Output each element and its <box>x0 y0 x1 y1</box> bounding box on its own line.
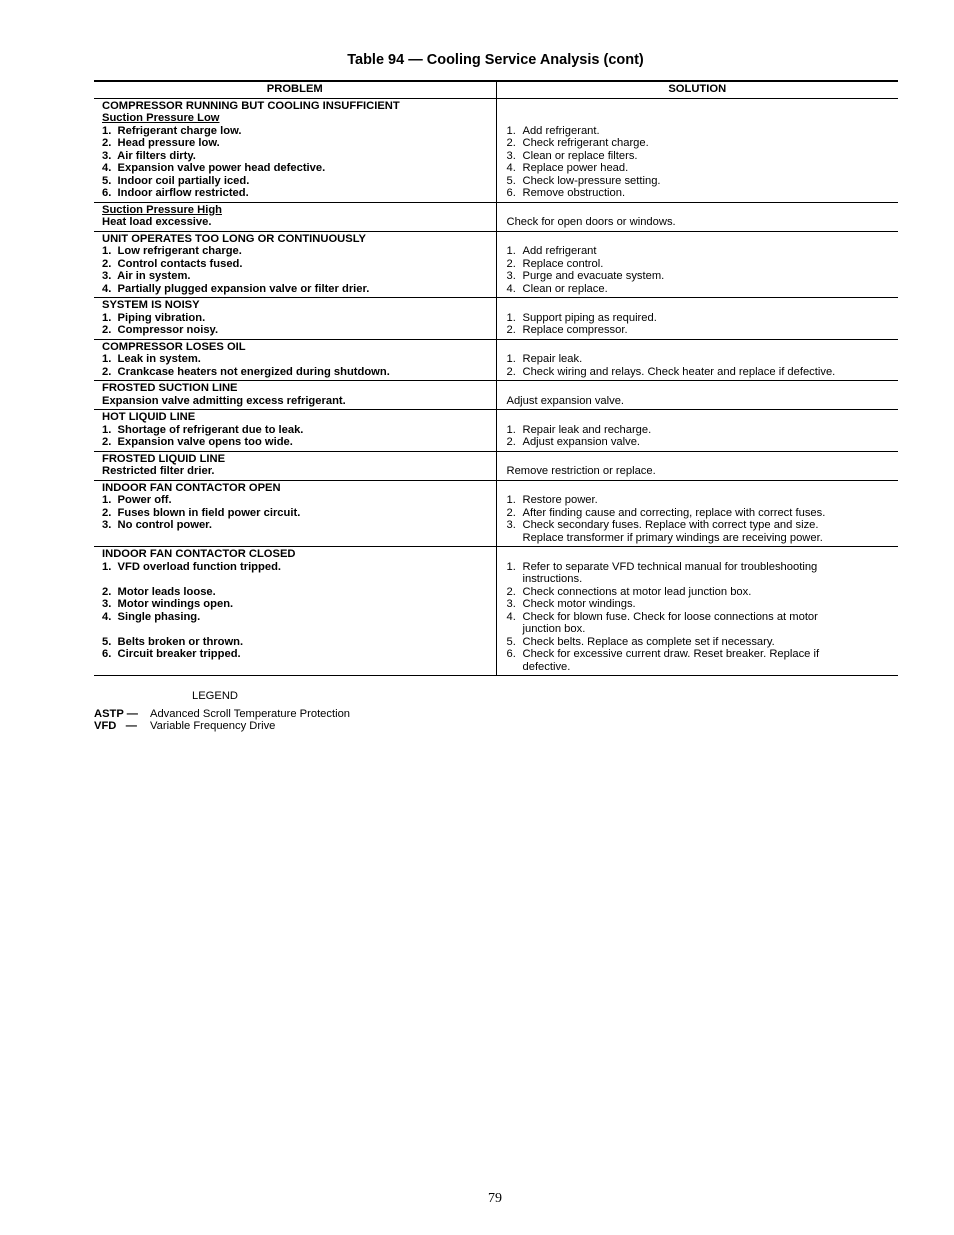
solution-text: Add refrigerant <box>522 245 597 257</box>
solution-spacer <box>507 382 891 395</box>
solution-item <box>507 270 891 283</box>
solution-item <box>507 395 891 408</box>
problem-cell <box>94 480 496 547</box>
table-row <box>94 231 898 298</box>
problem-heading: COMPRESSOR LOSES OIL <box>102 340 246 353</box>
solution-indent <box>507 532 523 545</box>
solution-item <box>507 586 891 599</box>
problem-item: 3. Air filters dirty. <box>102 149 196 162</box>
solution-number: 2. <box>506 585 516 598</box>
solution-number: 2. <box>506 436 516 448</box>
problem-item: 4. Single phasing. <box>102 610 201 623</box>
legend <box>94 690 350 733</box>
solution-text: Remove obstruction. <box>522 187 626 199</box>
problem-item: 3. Motor windings open. <box>102 598 234 610</box>
solution-indent <box>507 573 523 586</box>
solution-text: Check belts. Replace as complete set if necessary. <box>522 635 775 648</box>
problem-item: 3. Air in system. <box>102 270 191 282</box>
cooling-service-table <box>94 80 898 676</box>
solution-text: instructions. <box>522 573 583 585</box>
solution-text: Check motor windings. <box>522 598 636 610</box>
solution-item <box>507 623 891 636</box>
solution-item <box>507 125 891 138</box>
solution-number: 1. <box>506 560 516 573</box>
problem-item: 6. Indoor airflow restricted. <box>102 187 249 199</box>
table-row <box>94 98 898 202</box>
problem-cell <box>94 451 496 480</box>
solution-item <box>507 561 891 574</box>
solution-item <box>507 283 891 296</box>
problem-item: 2. Control contacts fused. <box>102 257 243 270</box>
solution-item <box>507 661 891 674</box>
problem-heading: INDOOR FAN CONTACTOR CLOSED <box>102 548 296 560</box>
solution-item <box>507 353 891 366</box>
solution-number: 1. <box>506 494 516 506</box>
solution-spacer <box>507 482 891 495</box>
problem-subheading: Suction Pressure Low <box>102 112 220 124</box>
solution-item <box>507 436 891 449</box>
table-row <box>94 451 898 480</box>
problem-item: Restricted filter drier. <box>102 465 215 477</box>
solution-text: Check low-pressure setting. <box>522 174 661 187</box>
problem-item: 5. Indoor coil partially iced. <box>102 174 250 187</box>
solution-number: 2. <box>506 506 516 519</box>
solution-item <box>507 573 891 586</box>
solution-number: 5. <box>506 174 516 187</box>
solution-cell <box>496 547 898 676</box>
problem-item: 6. Circuit breaker tripped. <box>102 648 241 660</box>
problem-cell <box>94 98 496 202</box>
solution-cell <box>496 298 898 340</box>
solution-spacer <box>507 204 891 217</box>
solution-text: Replace power head. <box>522 162 629 174</box>
table-row <box>94 410 898 452</box>
table-row <box>94 202 898 231</box>
problem-item: 1. Shortage of refrigerant due to leak. <box>102 423 304 436</box>
solution-number: 2. <box>506 137 516 149</box>
solution-text: Check wiring and relays. Check heater and replace if defective. <box>522 365 836 378</box>
solution-item <box>507 324 891 337</box>
problem-item: 1. Leak in system. <box>102 353 201 365</box>
table-row <box>94 480 898 547</box>
solution-item <box>507 366 891 379</box>
solution-text: Check connections at motor lead junction box. <box>522 585 752 598</box>
problem-item: Expansion valve admitting excess refrigerant. <box>102 394 346 407</box>
problem-column-header: PROBLEM <box>94 81 496 98</box>
solution-text: Check for open doors or windows. <box>506 216 676 228</box>
table-row <box>94 339 898 381</box>
solution-text: Add refrigerant. <box>522 124 600 137</box>
solution-cell <box>496 381 898 410</box>
solution-column-header: SOLUTION <box>496 81 898 98</box>
problem-heading: UNIT OPERATES TOO LONG OR CONTINUOUSLY <box>102 232 366 245</box>
solution-item <box>507 648 891 661</box>
solution-number: 1. <box>506 124 516 137</box>
solution-text: Restore power. <box>522 494 598 506</box>
solution-spacer <box>507 233 891 246</box>
solution-text: Support piping as required. <box>522 311 657 324</box>
solution-number: 3. <box>506 149 516 162</box>
table-row <box>94 381 898 410</box>
problem-cell <box>94 410 496 452</box>
legend-title: LEGEND <box>192 690 239 702</box>
solution-cell <box>496 202 898 231</box>
problem-item: 3. No control power. <box>102 519 213 531</box>
solution-number: 2. <box>506 324 516 336</box>
solution-item <box>507 162 891 175</box>
solution-text: Repair leak. <box>522 353 583 365</box>
problem-item: 1. Refrigerant charge low. <box>102 124 242 137</box>
solution-text: Clean or replace filters. <box>522 149 638 162</box>
solution-item <box>507 494 891 507</box>
problem-item: 2. Crankcase heaters not energized during shutdown. <box>102 365 390 378</box>
solution-item <box>507 519 891 532</box>
problem-cell <box>94 339 496 381</box>
problem-item: 1. Low refrigerant charge. <box>102 245 242 257</box>
solution-number: 1. <box>506 311 516 324</box>
problem-item: 2. Motor leads loose. <box>102 585 216 598</box>
solution-text: Clean or replace. <box>522 282 608 295</box>
legend-abbr: ASTP — <box>94 707 138 720</box>
solution-number: 1. <box>506 245 516 257</box>
problem-cell <box>94 202 496 231</box>
solution-spacer <box>507 299 891 312</box>
problem-item: 2. Fuses blown in field power circuit. <box>102 506 301 519</box>
solution-number: 3. <box>506 519 516 531</box>
problem-item: 2. Compressor noisy. <box>102 324 219 336</box>
page-number: 79 <box>488 1191 502 1206</box>
solution-number: 3. <box>506 598 516 610</box>
solution-number: 5. <box>506 635 516 648</box>
solution-cell <box>496 410 898 452</box>
problem-item: 2. Expansion valve opens too wide. <box>102 436 293 448</box>
legend-text: Variable Frequency Drive <box>150 720 276 732</box>
problem-item: Heat load excessive. <box>102 216 212 228</box>
solution-item <box>507 611 891 624</box>
table-body <box>94 98 898 676</box>
problem-heading: INDOOR FAN CONTACTOR OPEN <box>102 481 281 494</box>
problem-heading: SYSTEM IS NOISY <box>102 299 200 311</box>
solution-spacer <box>507 112 891 125</box>
solution-item <box>507 187 891 200</box>
solution-item <box>507 636 891 649</box>
solution-text: Adjust expansion valve. <box>506 394 625 407</box>
problem-item: 1. Piping vibration. <box>102 311 206 324</box>
solution-text: Replace compressor. <box>522 324 628 336</box>
solution-number: 6. <box>506 648 516 660</box>
solution-number: 3. <box>506 270 516 282</box>
solution-number: 6. <box>506 187 516 199</box>
problem-item: 5. Belts broken or thrown. <box>102 635 244 648</box>
solution-item <box>507 507 891 520</box>
table-title: Table 94 — Cooling Service Analysis (cont) <box>347 52 644 68</box>
legend-item <box>94 720 350 733</box>
solution-text: Refer to separate VFD technical manual for troubleshooting <box>522 560 818 573</box>
solution-text: Remove restriction or replace. <box>506 465 656 477</box>
solution-text: defective. <box>522 660 571 673</box>
solution-cell <box>496 339 898 381</box>
problem-item: 4. Expansion valve power head defective. <box>102 162 326 174</box>
problem-item: 1. Power off. <box>102 494 172 506</box>
solution-number: 2. <box>506 365 516 378</box>
problem-cell <box>94 298 496 340</box>
solution-item <box>507 465 891 478</box>
solution-cell <box>496 98 898 202</box>
problem-item: 2. Head pressure low. <box>102 137 220 149</box>
problem-subheading: Suction Pressure High <box>102 203 222 216</box>
problem-item: 4. Partially plugged expansion valve or filter drier. <box>102 282 370 295</box>
solution-number: 4. <box>506 610 516 623</box>
solution-text: Repair leak and recharge. <box>522 423 652 436</box>
solution-cell <box>496 480 898 547</box>
problem-cell <box>94 547 496 676</box>
solution-text: Purge and evacuate system. <box>522 270 665 282</box>
solution-number: 1. <box>506 423 516 436</box>
solution-item <box>507 245 891 258</box>
solution-spacer <box>507 548 891 561</box>
solution-item <box>507 532 891 545</box>
legend-abbr: VFD — <box>94 720 137 732</box>
solution-text: Check for excessive current draw. Reset breaker. Replace if <box>522 648 820 660</box>
solution-text: Check secondary fuses. Replace with correct type and size. <box>522 519 819 531</box>
solution-spacer <box>507 453 891 466</box>
problem-heading: HOT LIQUID LINE <box>102 411 196 423</box>
solution-number: 2. <box>506 257 516 270</box>
solution-item <box>507 258 891 271</box>
solution-text: Check for blown fuse. Check for loose connections at motor <box>522 610 818 623</box>
solution-text: Replace control. <box>522 257 604 270</box>
solution-item <box>507 598 891 611</box>
solution-item <box>507 150 891 163</box>
problem-heading: FROSTED SUCTION LINE <box>102 382 238 394</box>
solution-text: junction box. <box>522 623 586 635</box>
solution-text: Check refrigerant charge. <box>522 137 649 149</box>
legend-text: Advanced Scroll Temperature Protection <box>150 707 351 720</box>
table-header-row <box>94 81 898 98</box>
solution-indent <box>507 661 523 674</box>
problem-cell <box>94 381 496 410</box>
solution-item <box>507 312 891 325</box>
solution-item <box>507 424 891 437</box>
solution-cell <box>496 231 898 298</box>
problem-heading: COMPRESSOR RUNNING BUT COOLING INSUFFICIENT <box>102 99 400 112</box>
solution-text: After finding cause and correcting, replace with correct fuses. <box>522 506 826 519</box>
legend-item <box>94 708 350 721</box>
problem-item <box>102 573 488 586</box>
problem-heading: FROSTED LIQUID LINE <box>102 452 226 465</box>
solution-indent <box>507 623 523 636</box>
table-row <box>94 298 898 340</box>
solution-number: 4. <box>506 162 516 174</box>
solution-item <box>507 175 891 188</box>
problem-item: 1. VFD overload function tripped. <box>102 560 282 573</box>
solution-cell <box>496 451 898 480</box>
solution-item <box>507 216 891 229</box>
solution-number: 1. <box>506 353 516 365</box>
problem-item <box>102 623 488 636</box>
solution-text: Adjust expansion valve. <box>522 436 641 448</box>
solution-spacer <box>507 341 891 354</box>
table-row <box>94 547 898 676</box>
solution-item <box>507 137 891 150</box>
solution-text: Replace transformer if primary windings are receiving power. <box>522 531 823 544</box>
problem-cell <box>94 231 496 298</box>
solution-spacer <box>507 411 891 424</box>
solution-number: 4. <box>506 282 516 295</box>
solution-spacer <box>507 100 891 113</box>
